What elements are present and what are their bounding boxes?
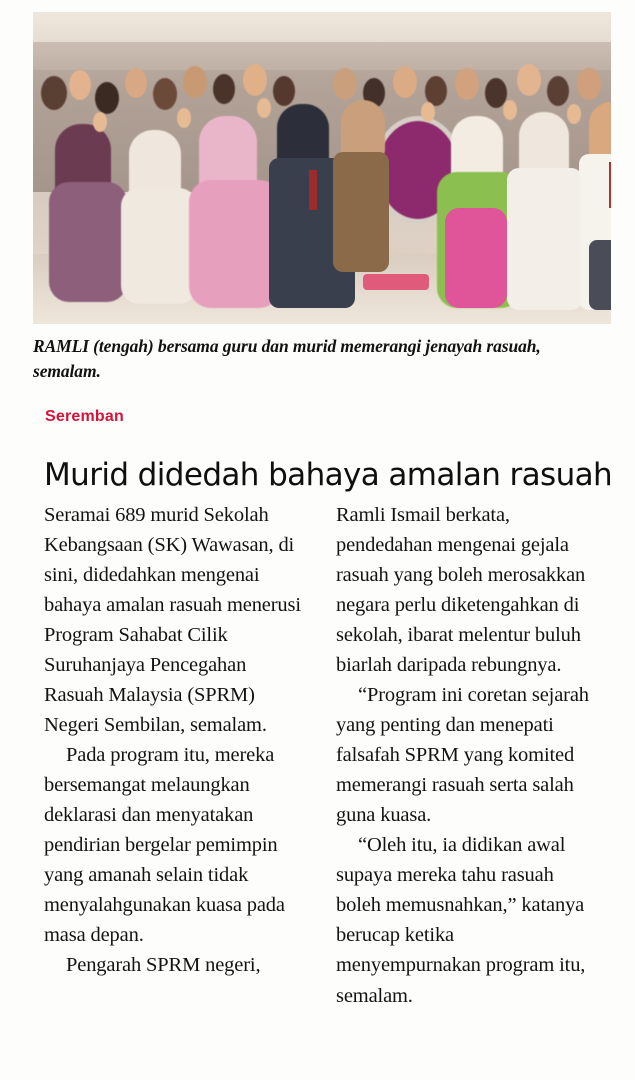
photo-person-figure	[519, 112, 569, 176]
body-paragraph: “Oleh itu, ia didikan awal supaya mereka tahu rasuah boleh memusnahkan,” katanya berucap ketika menyempurnakan program itu, semalam.	[336, 834, 586, 1007]
photo-person-figure	[445, 208, 507, 308]
body-column-left	[44, 500, 306, 1011]
body-paragraph: Pengarah SPRM negeri,	[66, 954, 261, 977]
photo-raised-hand	[567, 104, 581, 124]
photo-crowd-blob	[333, 68, 357, 100]
caption-rest: bersama guru dan murid memerangi jenayah rasuah, semalam.	[33, 336, 541, 381]
body-paragraph: Seramai 689 murid Sekolah Kebangsaan (SK) Wawasan, di sini, didedahkan mengenai bahaya amalan rasuah menerusi Program Sahabat Cilik Suruhanjaya Pencegahan Rasuah Malaysia (SPRM) Negeri Sembilan, semalam.	[44, 504, 301, 737]
photo-crowd-blob	[517, 64, 541, 96]
article-photo	[33, 12, 611, 324]
photo-raised-hand	[93, 112, 107, 132]
article-headline: Murid didedah bahaya amalan rasuah	[44, 456, 613, 493]
photo-person-figure	[341, 100, 385, 158]
photo-crowd-blob	[41, 76, 67, 110]
photo-raised-hand	[177, 108, 191, 128]
photo-crowd-blob	[95, 82, 119, 114]
photo-caption	[33, 334, 611, 384]
photo-drum-stand	[363, 274, 429, 290]
photo-person-figure	[189, 180, 281, 308]
photo-person-figure	[589, 240, 611, 310]
article-body	[44, 500, 624, 1011]
photo-canvas	[33, 12, 611, 324]
body-paragraph: Ramli Ismail berkata, pendedahan mengenai gejala rasuah yang boleh merosakkan negara perlu diketengahkan di sekolah, ibarat melentur buluh biarlah daripada rebungnya.	[336, 504, 586, 677]
photo-crowd-blob	[273, 76, 295, 106]
photo-crowd-blob	[153, 78, 177, 110]
article-kicker-location: Seremban	[45, 408, 124, 425]
caption-lead: RAMLI (tengah)	[33, 336, 154, 356]
photo-person-figure	[121, 188, 197, 304]
photo-crowd-blob	[243, 64, 267, 96]
photo-raised-hand	[503, 100, 517, 120]
photo-crowd-blob	[455, 68, 479, 100]
photo-crowd-blob	[69, 70, 91, 100]
photo-red-tie	[309, 170, 317, 210]
photo-person-figure	[507, 168, 583, 310]
photo-raised-hand	[421, 102, 435, 122]
photo-crowd-blob	[547, 76, 569, 106]
photo-crowd-blob	[393, 66, 417, 98]
photo-red-tie	[609, 162, 611, 208]
body-column-right	[336, 500, 598, 1011]
photo-person-figure	[199, 116, 257, 190]
photo-person-figure	[589, 102, 611, 160]
photo-crowd-blob	[213, 74, 235, 104]
photo-crowd-blob	[125, 68, 147, 98]
body-paragraph: Pada program itu, mereka bersemangat melaungkan deklarasi dan menyatakan pendirian bergelar pemimpin yang amanah selain tidak menyalahgunakan kuasa pada masa depan.	[44, 744, 285, 947]
photo-crowd-blob	[577, 68, 601, 100]
photo-person-figure	[49, 182, 127, 302]
photo-crowd-blob	[183, 66, 207, 98]
photo-raised-hand	[257, 98, 271, 118]
photo-person-figure	[333, 152, 389, 272]
body-paragraph: “Program ini coretan sejarah yang penting dan menepati falsafah SPRM yang komited memerangi rasuah serta salah guna kuasa.	[336, 684, 589, 827]
